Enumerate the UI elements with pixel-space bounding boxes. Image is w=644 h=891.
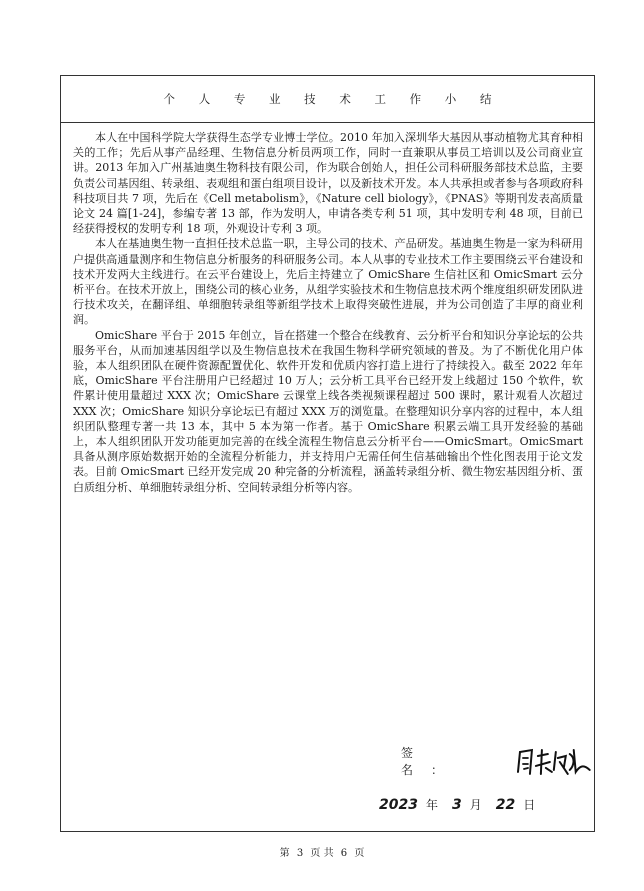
paragraph-1: 本人在中国科学院大学获得生态学专业博士学位。2010 年加入深圳华大基因从事动植物尤其育种相关的工作；先后从事产品经理、生物信息分析员两项工作，同时一直兼职从事员工培训以及公司商业宣讲。2013 年加入广州基迪奥生物科技有限公司，作为联合创始人，担任公司科研服务部技术总监，主要负责公司基因组、转录组、表观组和蛋白组项目设计，以及新技术开发。本人共承担或者参与各项政府科科技项目共 7 项，先后在《Cell metabolism》，《Nature cell biology》，《PNAS》等期刊发表高质量论文 24 篇[1-24]，参编专著 13 部，作为发明人，申请各类专利 51 项，其中发明专利 48 项，目前已经获得授权的发明专利 18 项，外观设计专利 3 项。 <box>73 131 583 236</box>
signature-row <box>401 744 594 778</box>
form-title: 个 人 专 业 技 术 工 作 小 结 <box>163 92 502 106</box>
year-unit: 年 <box>425 798 438 812</box>
footer-page-number: 3 <box>296 848 304 859</box>
summary-body <box>73 130 583 495</box>
summary-form <box>60 75 595 832</box>
page-footer <box>0 844 644 859</box>
signature-label: 签 名： <box>401 746 462 777</box>
title-row <box>61 76 594 123</box>
footer-mid: 页 共 <box>310 848 334 859</box>
paragraph-3: OmicShare 平台于 2015 年创立，旨在搭建一个整合在线教育、云分析平台和知识分享论坛的公共服务平台，从而加速基因组学以及生物信息技术在我国生物科学研究领域的普及。为了不断优化用户体验，本人组织团队在硬件资源配置优化、软件开发和优质内容打造上进行了持续投入。截至 2022 年年底，OmicShare 平台注册用户已经超过 10 万人；云分析工具平台已经开发上线超过 150 个软件，软件累计使用量超过 XXX 次；OmicShare 云课堂上线各类视频课程超过 500 课时，累计观看人次超过 XXX 次；OmicShare 知识分享论坛已有超过 XXX 万的浏览量。在整理知识分享内容的过程中，本人组织团队整理专著一共 13 本，其中 5 本为第一作者。基于 OmicShare 积累云端工具开发经验的基础上，本人组织团队开发功能更加完善的在线全流程生物信息云分析平台——OmicSmart。OmicSmart 具备从测序原始数据开始的全流程分析能力，并支持用户无需任何生信基础输出个性化图表用于论文发表。目前 OmicSmart 已经开发完成 20 种完备的分析流程，涵盖转录组分析、微生物宏基因组分析、蛋白质组分析、单细胞转录组分析、空间转录组分析等内容。 <box>73 328 583 494</box>
footer-suffix: 页 <box>354 848 365 859</box>
date-row <box>379 796 549 813</box>
date-month: 3 <box>451 797 462 813</box>
date-year: 2023 <box>379 797 418 813</box>
footer-total-pages: 6 <box>340 848 348 859</box>
paragraph-2: 本人在基迪奥生物一直担任技术总监一职，主导公司的技术、产品研发。基迪奥生物是一家为科研用户提供高通量测序和生物信息分析服务的科研服务公司。本人从事的专业技术工作主要围绕云平台建设和技术开发两大主线进行。在云平台建设上，先后主持建立了 OmicShare 生信社区和 OmicSmart 云分析平台。在技术开放上，围绕公司的核心业务，从组学实验技术和生物信息技术两个维度组织研发团队进行技术攻关，在翻译组、单细胞转录组等新组学技术上取得突破性进展，并为公司创造了丰厚的商业利润。 <box>73 237 583 327</box>
handwritten-signature <box>514 744 594 778</box>
footer-prefix: 第 <box>279 848 290 859</box>
month-unit: 月 <box>469 798 482 812</box>
day-unit: 日 <box>523 798 536 812</box>
date-day: 22 <box>495 797 516 813</box>
